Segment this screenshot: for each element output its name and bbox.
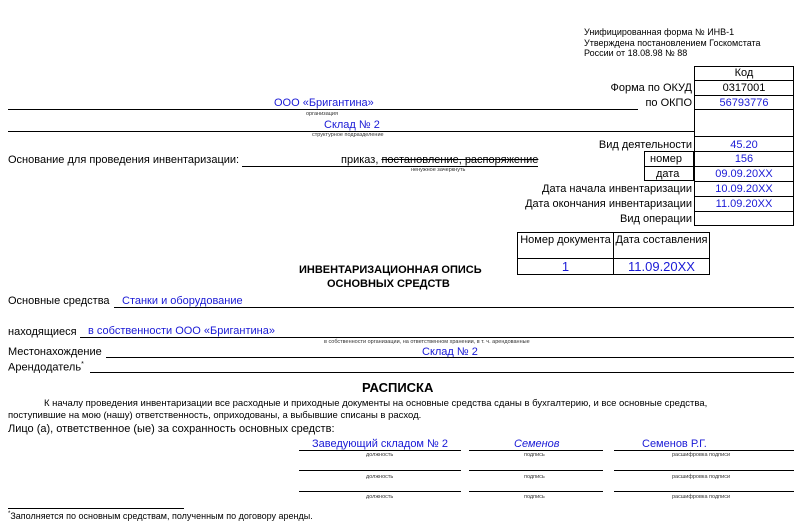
lessor-label: [8, 361, 84, 374]
org-caption: организация: [306, 111, 338, 117]
basis-order: приказ: [341, 154, 376, 166]
end-value: 11.09.20XX: [715, 198, 773, 210]
activity-label: Вид деятельности: [598, 139, 692, 151]
basis-caption: ненужное зачеркнуть: [411, 167, 466, 173]
division-name: Склад № 2: [324, 119, 380, 131]
responsible-position: Заведующий складом № 2: [312, 438, 449, 450]
start-value: 10.09.20XX: [715, 183, 773, 195]
responsible-signature: Семенов: [514, 438, 560, 450]
codes-header: Код: [734, 67, 754, 79]
lessor-footnote-mark: *: [81, 361, 84, 368]
form-header-line1: Унифицированная форма № ИНВ-1: [584, 27, 735, 37]
title-line2: ОСНОВНЫХ СРЕДСТВ: [327, 278, 450, 290]
end-label: Дата окончания инвентаризации: [525, 198, 692, 210]
receipt-text-2: поступившие на мою (нашу) ответственность, оприходованы, а выбывшие списаны в расход.: [8, 410, 422, 421]
number-value: 156: [734, 153, 754, 165]
doc-date-header: Дата составления: [613, 232, 710, 259]
form-header-line3: России от 18.08.98 № 88: [584, 48, 688, 58]
responsible-name: Семенов Р.Г.: [642, 438, 707, 450]
located-caption: в собственности организации, на ответственном хранении, в т. ч. арендованные: [324, 339, 530, 345]
okpo-label: по ОКПО: [645, 97, 692, 109]
doc-date-value: 11.09.20XX: [613, 258, 710, 275]
sign3-cap-signature: подпись: [524, 494, 545, 500]
basis-label: Основание для проведения инвентаризации:: [8, 154, 240, 166]
location-value: Склад № 2: [422, 346, 478, 358]
form-header-line2: Утверждена постановлением Госкомстата: [584, 37, 761, 48]
okud-code: 0317001: [722, 82, 766, 94]
assets-value: Станки и оборудование: [122, 295, 243, 307]
sign2-cap-name: расшифровка подписи: [672, 474, 731, 480]
sign1-cap-position: должность: [366, 452, 394, 458]
located-label: находящиеся: [8, 326, 77, 338]
division-caption: структурное подразделение: [312, 132, 384, 138]
activity-code: 45.20: [730, 139, 758, 151]
title-line1: ИНВЕНТАРИЗАЦИОННАЯ ОПИСЬ: [299, 264, 482, 276]
footnote-text: Заполняется по основным средствам, полученным по договору аренды.: [10, 511, 313, 521]
okpo-code: 56793776: [719, 97, 769, 109]
sign3-cap-name: расшифровка подписи: [672, 494, 731, 500]
sign2-cap-signature: подпись: [524, 474, 545, 480]
sign1-cap-name: расшифровка подписи: [672, 452, 731, 458]
location-label: Местонахождение: [8, 346, 102, 358]
receipt-title: РАСПИСКА: [362, 380, 434, 395]
sign1-cap-signature: подпись: [524, 452, 545, 458]
basis-separator: ,: [375, 154, 382, 166]
doc-number-value: 1: [517, 258, 614, 275]
footnote: [8, 511, 313, 521]
date-label: дата: [656, 168, 680, 180]
responsible-label: Лицо (а), ответственное (ые) за сохранность основных средств:: [8, 423, 335, 435]
date-value: 09.09.20XX: [715, 168, 773, 180]
assets-label: Основные средства: [8, 295, 110, 307]
basis-options: [341, 154, 538, 166]
located-value: в собственности ООО «Бригантина»: [88, 325, 275, 337]
okud-label: Форма по ОКУД: [610, 82, 692, 94]
receipt-text-1: К началу проведения инвентаризации все расходные и приходные документы на основные средства сданы в бухгалтерию, и все основные средства,: [44, 398, 708, 409]
org-name: ООО «Бригантина»: [274, 97, 374, 109]
number-label: номер: [650, 153, 682, 165]
start-label: Дата начала инвентаризации: [542, 183, 692, 195]
operation-label: Вид операции: [620, 213, 692, 225]
form-header: [584, 27, 761, 59]
doc-number-header: Номер документа: [517, 232, 614, 259]
basis-struck: постановление, распоряжение: [381, 154, 539, 166]
footnote-mark: *: [8, 511, 11, 517]
lessor-label-text: Арендодатель: [8, 361, 82, 374]
sign3-cap-position: должность: [366, 494, 394, 500]
sign2-cap-position: должность: [366, 474, 394, 480]
